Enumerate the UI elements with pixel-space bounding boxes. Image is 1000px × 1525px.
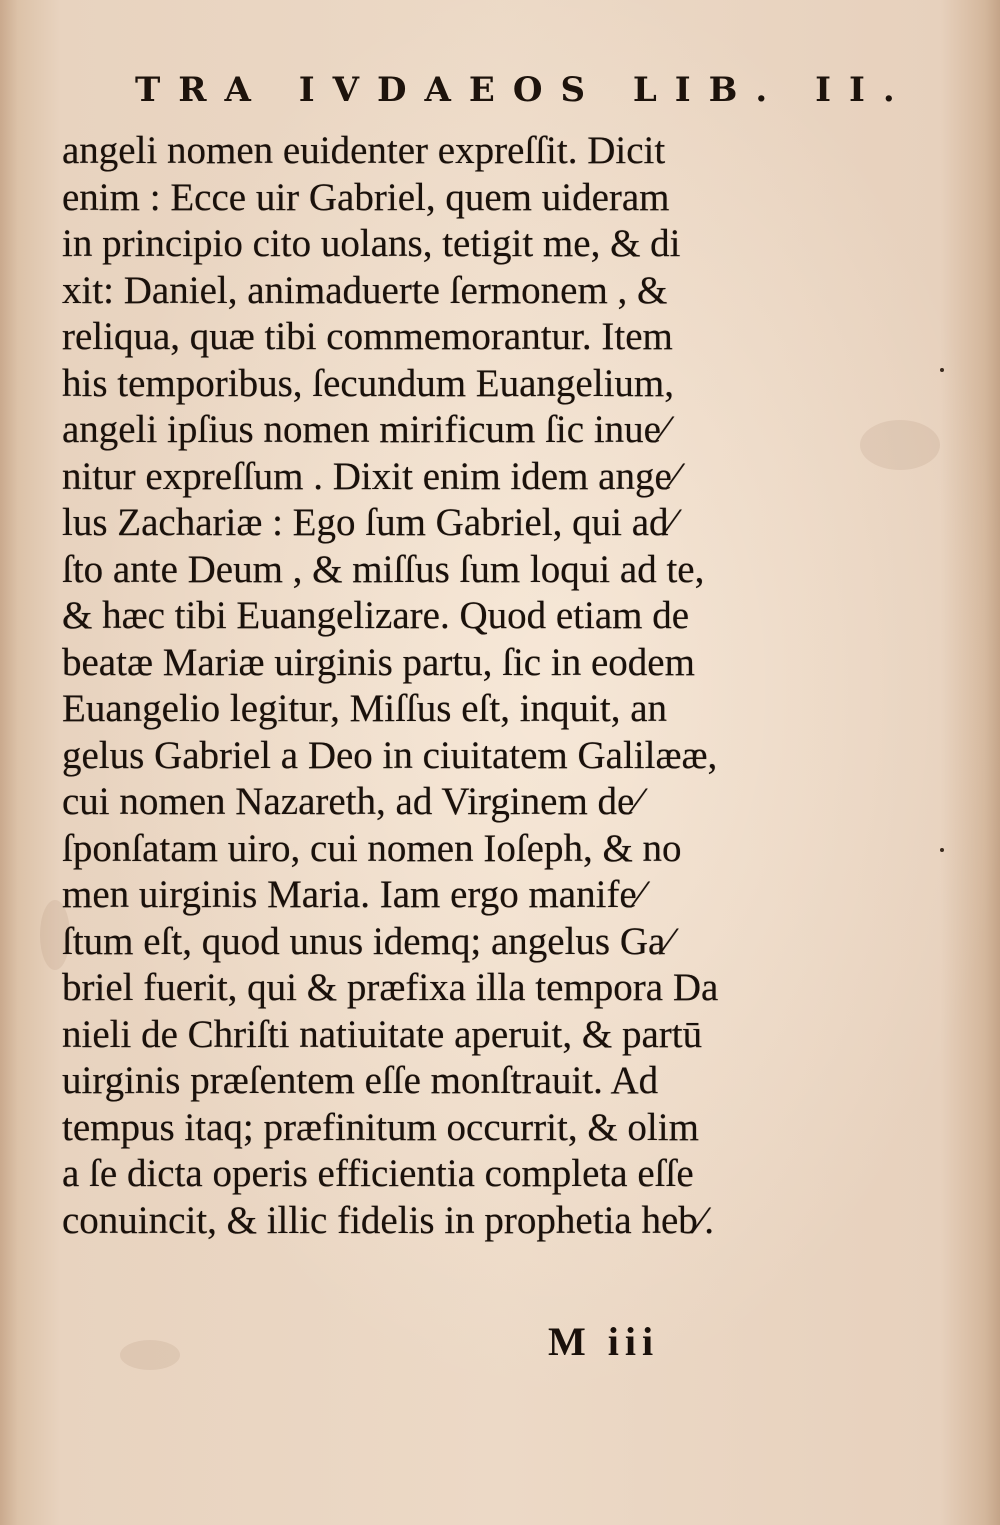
margin-mark xyxy=(940,368,944,372)
text-line: beatæ Mariæ uirginis partu, ſic in eodem xyxy=(62,640,695,684)
text-line: in principio cito uolans, tetigit me, & di xyxy=(62,222,681,265)
text-line: angeli nomen euidenter expreſſit. Dicit xyxy=(62,129,666,172)
text-line: his temporibus, ſecundum Euangelium, xyxy=(62,361,674,405)
text-line: cui nomen Nazareth, ad Virginem de⁄ xyxy=(62,780,641,823)
paper-stain xyxy=(120,1340,180,1370)
text-line: gelus Gabriel a Deo in ciuitatem Galilææ, xyxy=(62,733,718,777)
body-text xyxy=(62,128,802,1244)
running-head: TRA IVDAEOS LIB. II. xyxy=(135,70,913,110)
text-line: enim : Ecce uir Gabriel, quem uideram xyxy=(62,175,670,219)
text-line: ſponſatam uiro, cui nomen Ioſeph, & no xyxy=(62,826,682,870)
signature-mark: M iii xyxy=(548,1319,660,1364)
text-line: Euangelio legitur, Miſſus eſt, inquit, an xyxy=(62,687,668,730)
text-line: xit: Daniel, animaduerte ſermonem , & xyxy=(62,268,668,312)
text-line: briel fuerit, qui & præfixa illa tempora Da xyxy=(62,966,719,1009)
text-line: a ſe dicta operis efficientia completa eſſe xyxy=(62,1152,694,1195)
text-line: nitur expreſſum . Dixit enim idem ange⁄ xyxy=(62,454,679,498)
text-line: tempus itaq; præfinitum occurrit, & olim xyxy=(62,1105,699,1149)
text-line: & hæc tibi Euangelizare. Quod etiam de xyxy=(62,594,690,637)
text-line: uirginis præſentem eſſe monſtrauit. Ad xyxy=(62,1059,659,1102)
margin-mark xyxy=(940,848,944,852)
text-line: reliqua, quæ tibi commemorantur. Item xyxy=(62,315,673,358)
text-line: men uirginis Maria. Iam ergo manife⁄ xyxy=(62,873,644,916)
text-line: nieli de Chriſti natiuitate aperuit, & partū xyxy=(62,1012,703,1056)
paper-stain xyxy=(860,420,940,470)
text-line: ſtum eſt, quod unus idemq; angelus Ga⁄ xyxy=(62,919,672,963)
text-line: angeli ipſius nomen mirificum ſic inue⁄ xyxy=(62,408,668,451)
text-line: lus Zachariæ : Ego ſum Gabriel, qui ad⁄ xyxy=(62,501,676,544)
text-line: conuincit, & illic fidelis in prophetia heb⁄. xyxy=(62,1198,715,1242)
text-line: ſto ante Deum , & miſſus ſum loqui ad te, xyxy=(62,547,705,591)
